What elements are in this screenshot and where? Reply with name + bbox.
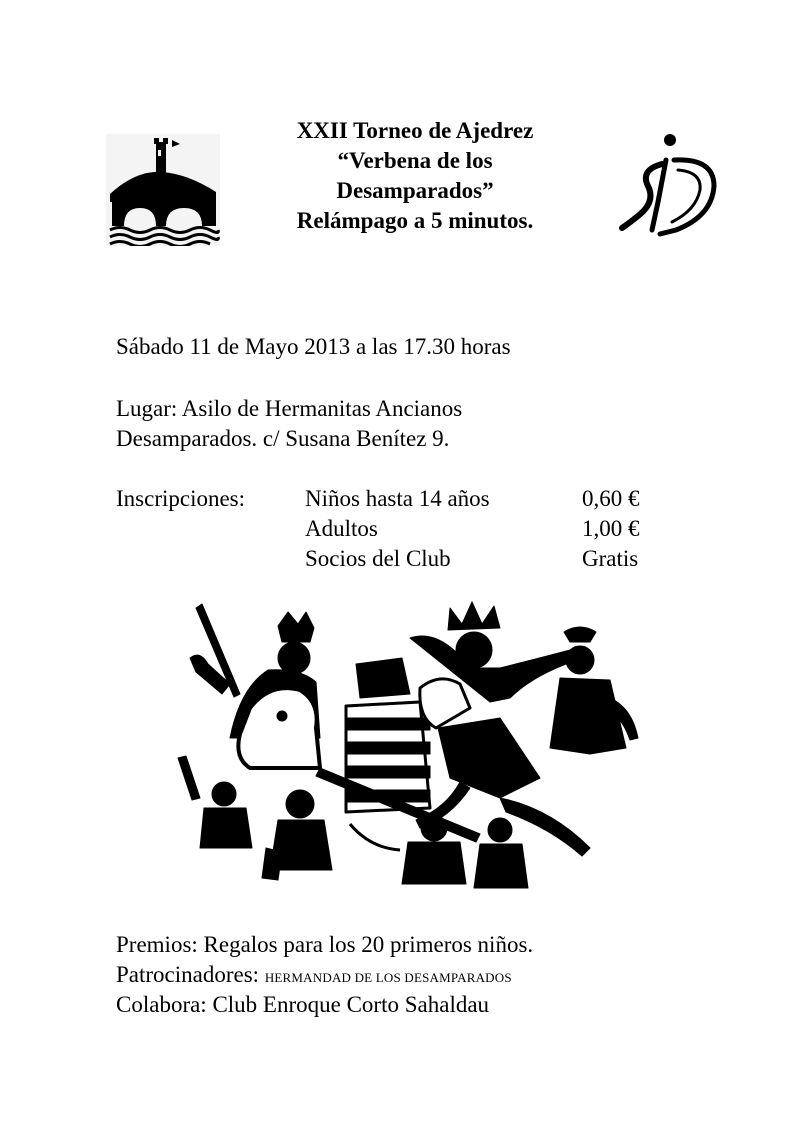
sponsors-label: Patrocinadores: — [116, 962, 260, 987]
title-line-3: Desamparados” — [336, 178, 494, 203]
prizes-line: Premios: Regalos para los 20 primeros niños. — [116, 932, 534, 957]
title-line-4: Relámpago a 5 minutos. — [296, 208, 534, 233]
registration-price: 1,00 € — [582, 516, 640, 541]
registration-category: Adultos — [305, 516, 378, 541]
registration-category: Socios del Club — [305, 546, 451, 571]
collaborates-line: Colabora: Club Enroque Corto Sahaldau — [116, 992, 490, 1017]
svd-monogram-logo-icon — [618, 130, 720, 240]
sponsors-line — [116, 960, 512, 993]
title-line-2: “Verbena de los — [337, 148, 493, 173]
registration-price: 0,60 € — [582, 486, 640, 511]
event-date: Sábado 11 de Mayo 2013 a las 17.30 horas — [116, 334, 511, 359]
title-line-1: XXII Torneo de Ajedrez — [296, 118, 534, 143]
registration-category: Niños hasta 14 años — [305, 486, 490, 511]
chess-pieces-parade-illustration-icon — [170, 598, 640, 900]
registration-price: Gratis — [582, 546, 639, 571]
event-location-line-2: Desamparados. c/ Susana Benítez 9. — [116, 426, 450, 451]
tournament-title — [250, 116, 580, 236]
registration-label: Inscripciones: — [116, 486, 246, 511]
sponsors-value: HERMANDAD DE LOS DESAMPARADOS — [264, 970, 512, 985]
event-location-line-1: Lugar: Asilo de Hermanitas Ancianos — [116, 396, 463, 421]
castle-bridge-logo-icon — [106, 134, 220, 246]
